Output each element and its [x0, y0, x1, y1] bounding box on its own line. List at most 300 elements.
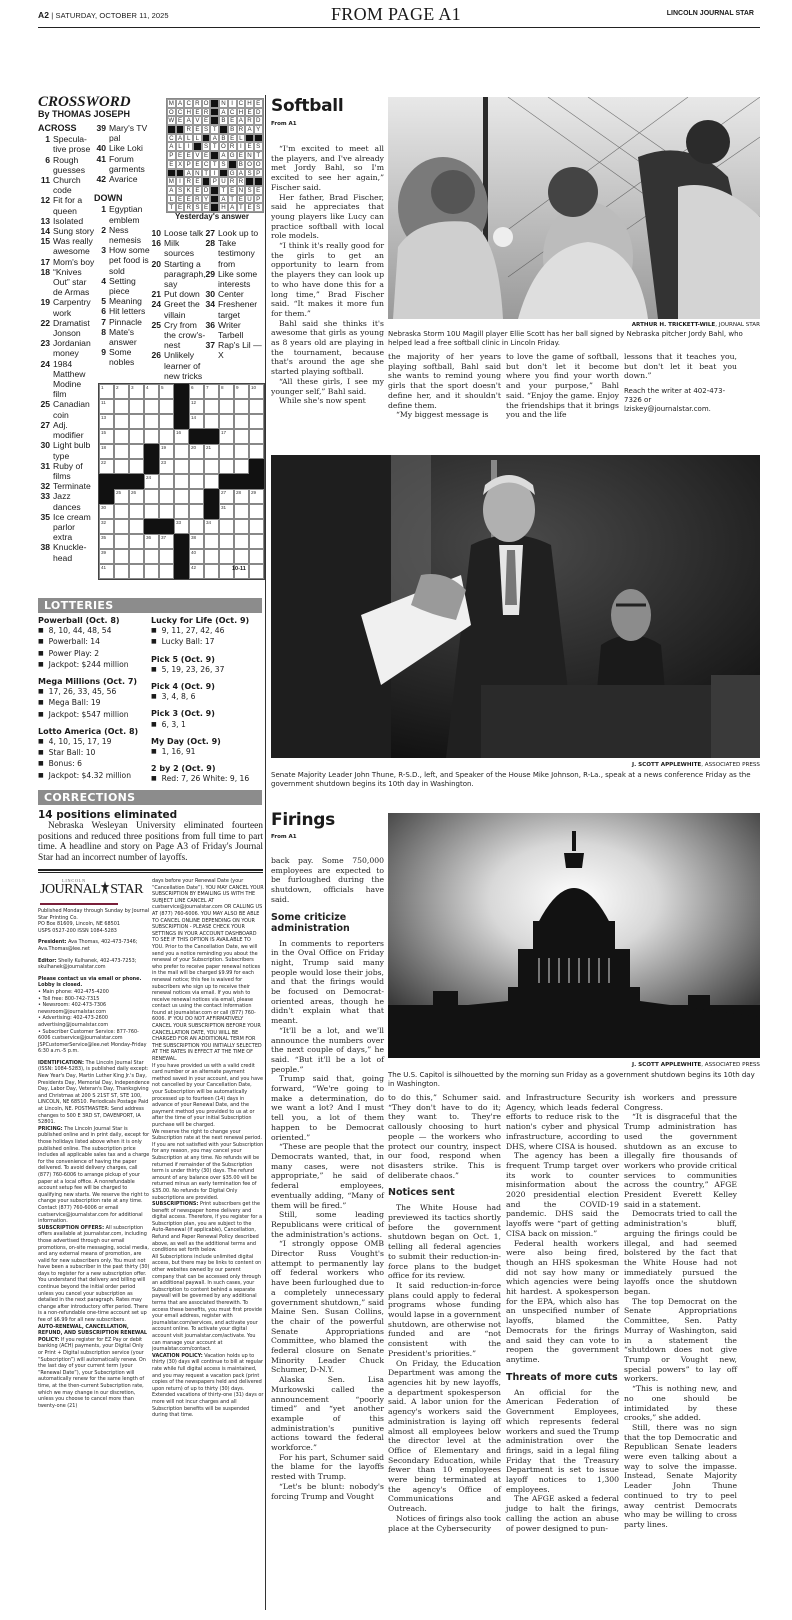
clue-number: 6 — [45, 154, 50, 165]
paragraph: Federal health workers were also being fired, though an HHS spokesman did not say how many or which agencies were being hit hardest. A spokesperson for the EPA, which also has an unspecified number of layoffs, blamed the Democrats for the firings and said they can vote to reopen the government anytime. — [506, 1238, 619, 1364]
grid-cell[interactable] — [144, 384, 159, 399]
grid-cell[interactable] — [204, 459, 219, 474]
paragraph: In comments to reporters in the Oval Office on Friday night, Trump said many people would lose their jobs, and that the firings would be focused on Democrat-oriented areas, though he didn't explain what that meant. — [271, 938, 384, 1026]
paragraph: “I'm excited to meet all the players, and I've already met Jordy Bahl, so I'm excited to see her again,” Fischer said. — [271, 144, 384, 192]
clue — [38, 359, 96, 400]
clue — [203, 320, 263, 340]
clue-number: 23 — [40, 338, 50, 349]
grid-cell[interactable] — [129, 429, 144, 444]
column-divider — [265, 95, 266, 1610]
clue-text: Canadian coin — [53, 399, 90, 420]
grid-cell[interactable] — [219, 489, 234, 504]
clue — [94, 306, 154, 316]
black-square — [204, 429, 219, 444]
grid-cell[interactable] — [144, 474, 159, 489]
clue-number: 29 — [205, 268, 215, 279]
clue-text: Mary's TV pal — [109, 123, 148, 144]
grid-cell[interactable] — [249, 564, 264, 579]
grid-cell[interactable] — [174, 429, 189, 444]
cell-number: 27 — [221, 490, 227, 495]
grid-cell[interactable] — [234, 414, 249, 429]
grid-cell[interactable] — [234, 549, 249, 564]
lottery-game-title: Mega Millions (Oct. 7) — [38, 677, 138, 687]
grid-cell[interactable] — [159, 429, 174, 444]
clue — [38, 542, 96, 562]
clue — [149, 320, 207, 351]
black-square — [210, 151, 219, 160]
clue-number: 22 — [40, 317, 50, 328]
grid-cell[interactable] — [159, 414, 174, 429]
grid-cell[interactable] — [114, 414, 129, 429]
grid-cell[interactable] — [219, 519, 234, 534]
clue-number: 37 — [205, 340, 215, 351]
grid-cell[interactable] — [129, 444, 144, 459]
grid-cell[interactable] — [204, 444, 219, 459]
clue-number: 19 — [40, 297, 50, 308]
cell-number: 23 — [161, 460, 167, 465]
clue-text: Fit for a queen — [53, 195, 83, 216]
grid-cell[interactable] — [189, 489, 204, 504]
grid-cell[interactable] — [144, 564, 159, 579]
clue — [38, 134, 96, 154]
grid-cell[interactable] — [159, 504, 174, 519]
clue-number: 11 — [40, 175, 50, 186]
grid-cell[interactable] — [234, 444, 249, 459]
cell-number: 28 — [236, 490, 242, 495]
cell-number: 11 — [101, 400, 106, 405]
grid-cell[interactable] — [234, 504, 249, 519]
paragraph: lessons that it teaches you, but don't let it beat you down.” — [624, 352, 737, 381]
cell-number: 3 — [131, 385, 134, 390]
contact-line: • Toll free: 800-742-7315 — [38, 995, 100, 1002]
paragraph: The top Democrat on the Senate Appropriations Committee, Sen. Patty Murray of Washington, said in a statement the “shutdown does not give Trump or Vought new, special powers” to lay off workers. — [624, 1296, 737, 1384]
grid-cell[interactable] — [219, 534, 234, 549]
cell-number: 41 — [101, 565, 107, 570]
clue-text: Forum garments — [109, 153, 145, 174]
grid-cell[interactable] — [129, 384, 144, 399]
grid-cell[interactable] — [99, 534, 114, 549]
grid-cell[interactable] — [129, 399, 144, 414]
grid-cell[interactable] — [189, 459, 204, 474]
clue-number: 32 — [40, 481, 50, 492]
grid-cell[interactable] — [234, 384, 249, 399]
clues-col2 — [94, 123, 154, 368]
cell-number: 40 — [191, 550, 197, 555]
grid-cell[interactable] — [99, 459, 114, 474]
grid-cell[interactable] — [189, 384, 204, 399]
grid-cell[interactable] — [114, 504, 129, 519]
black-square — [228, 160, 237, 169]
grid-cell[interactable] — [219, 504, 234, 519]
grid-cell[interactable] — [189, 444, 204, 459]
grid-cell[interactable] — [219, 414, 234, 429]
paragraph: For his part, Schumer said the blame for the layoffs rested with Trump. — [271, 1452, 384, 1482]
paragraph: “I think it's really good for the girls to get an opportunity to learn from the players they can look up to who have done this for a long time,” Brad Fischer said. “It makes it more fun for them.” — [271, 241, 384, 318]
clue — [94, 327, 154, 347]
grid-cell[interactable] — [144, 534, 159, 549]
answer-cell: C — [237, 99, 246, 108]
paragraph: back pay. Some 750,000 employees are expected to be furloughed during the shutdown, officials have said. — [271, 856, 384, 904]
grid-cell[interactable] — [234, 459, 249, 474]
answer-cell: I — [176, 177, 185, 186]
paragraph: Trump said that, going forward, “We're going to make a determination, do we want a lot? And I must tell you, a lot of them happen to be Democrat oriented.” — [271, 1074, 384, 1142]
black-square — [189, 429, 204, 444]
grid-cell[interactable] — [159, 444, 174, 459]
paragraph: Still, there was no sign that the top Democratic and Republican Senate leaders were even talking about a way to solve the impasse. Instead, Senate Majority Leader John Thune continued to try to peel away centrist Democrats who may be willing to cross party lines. — [624, 1422, 737, 1529]
clue-text: Starting a paragraph, say — [164, 258, 206, 290]
grid-cell[interactable] — [144, 414, 159, 429]
black-square — [202, 177, 211, 186]
cell-number: 2 — [116, 385, 119, 390]
clue-text: Milk sources — [164, 238, 195, 259]
answer-cell: T — [210, 125, 219, 134]
answer-cell: E — [176, 195, 185, 204]
black-square — [159, 519, 174, 534]
grid-cell[interactable] — [159, 564, 174, 579]
grid-cell[interactable] — [234, 534, 249, 549]
cell-number: 29 — [251, 490, 257, 495]
answer-cell: T — [219, 186, 228, 195]
grid-cell[interactable] — [249, 504, 264, 519]
grid-cell[interactable] — [99, 384, 114, 399]
grid-cell[interactable] — [204, 519, 219, 534]
grid-cell[interactable] — [174, 504, 189, 519]
contact-line: • Newsroom: 402-473-7306 newsroom@journalstar.com — [38, 1002, 107, 1015]
answer-cell: E — [184, 195, 193, 204]
lottery-result: ■ Power Play: 2 — [38, 649, 148, 660]
grid-cell[interactable] — [114, 429, 129, 444]
clue-text: Put down — [164, 289, 200, 300]
grid-cell[interactable] — [234, 429, 249, 444]
grid-cell[interactable] — [249, 399, 264, 414]
cell-number: 33 — [176, 520, 182, 525]
capitol-photo-credit — [388, 1062, 760, 1068]
grid-cell[interactable] — [129, 459, 144, 474]
grid-cell[interactable] — [189, 534, 204, 549]
grid-cell[interactable] — [129, 504, 144, 519]
clue-text: Avarice — [109, 174, 138, 185]
grid-cell[interactable] — [219, 549, 234, 564]
grid-cell[interactable] — [114, 384, 129, 399]
clue-number: 13 — [40, 215, 50, 226]
grid-cell[interactable] — [249, 414, 264, 429]
grid-cell[interactable] — [159, 489, 174, 504]
lottery-result: ■ Jackpot: $547 million — [38, 710, 148, 721]
answer-cell: I — [210, 169, 219, 178]
clue-number: 5 — [101, 296, 106, 307]
answer-cell: A — [219, 195, 228, 204]
clue-text: Rough guesses — [53, 154, 86, 175]
black-square — [245, 134, 254, 143]
clue-number: 9 — [101, 347, 106, 358]
grid-cell[interactable] — [249, 384, 264, 399]
clue — [38, 481, 96, 491]
answer-cell: E — [228, 116, 237, 125]
clue-number: 42 — [96, 174, 106, 185]
answer-cell: I — [237, 142, 246, 151]
answer-cell: E — [202, 151, 211, 160]
grid-cell[interactable] — [204, 549, 219, 564]
cell-number: 42 — [191, 565, 197, 570]
black-square — [245, 177, 254, 186]
grid-cell[interactable] — [204, 384, 219, 399]
grid-cell[interactable] — [144, 399, 159, 414]
black-square — [176, 125, 185, 134]
photographer-name: ARTHUR H. TRICKETT-WILE — [631, 322, 716, 328]
clue — [38, 155, 96, 175]
answer-cell: H — [219, 203, 228, 212]
grid-cell[interactable] — [114, 534, 129, 549]
grid-cell[interactable] — [159, 459, 174, 474]
grid-cell[interactable] — [204, 564, 219, 579]
grid-cell[interactable] — [159, 474, 174, 489]
clue-text: Mom's boy — [53, 256, 95, 267]
clue-number: 1 — [101, 204, 106, 215]
cell-number: 20 — [191, 445, 197, 450]
black-square — [219, 474, 234, 489]
grid-cell[interactable] — [219, 384, 234, 399]
grid-cell[interactable] — [114, 399, 129, 414]
lottery-game-title: 2 by 2 (Oct. 9) — [151, 764, 216, 774]
paragraph: and Infrastructure Security Agency, which leads federal efforts to reduce risk to the nation's cyber and physical infrastructure, according to DHS, where CISA is housed. — [506, 1093, 619, 1151]
grid-cell[interactable] — [99, 429, 114, 444]
grid-cell[interactable] — [189, 414, 204, 429]
answer-cell: S — [245, 186, 254, 195]
black-square — [114, 474, 129, 489]
grid-cell[interactable] — [249, 429, 264, 444]
grid-cell[interactable] — [219, 429, 234, 444]
clue — [38, 216, 96, 226]
grid-cell[interactable] — [249, 534, 264, 549]
answer-cell: W — [168, 117, 175, 125]
masthead-info-right — [152, 878, 264, 1419]
cell-number: 1 — [101, 385, 104, 390]
clue-number: 12 — [40, 195, 50, 206]
answer-cell: S — [254, 142, 263, 151]
grid-cell[interactable] — [99, 414, 114, 429]
grid-cell[interactable] — [114, 519, 129, 534]
grid-cell[interactable] — [204, 414, 219, 429]
paragraph: “I strongly oppose OMB Director Russ Vought's attempt to permanently lay off federal workers who have been furloughed due to a completely unnecessary government shutdown,” said Maine Sen. Susan Collins, the chair of the powerful Senate Appropriations Committee, who blamed the federal closure on Senate Minority Leader Chuck Schumer, D-N.Y. — [271, 1239, 384, 1375]
answer-cell: D — [254, 108, 263, 117]
clue-text: Mate's answer — [109, 326, 137, 348]
grid-cell[interactable] — [174, 459, 189, 474]
grid-cell[interactable] — [189, 399, 204, 414]
answer-cell: T — [210, 160, 219, 169]
grid-cell[interactable] — [174, 444, 189, 459]
clue — [94, 347, 154, 367]
crossword-title: CROSSWORD — [38, 94, 131, 110]
correction-headline: 14 positions eliminated — [38, 809, 178, 821]
softball-col4-body — [624, 352, 737, 381]
softball-col3 — [506, 352, 619, 420]
grid-cell[interactable] — [129, 414, 144, 429]
grid-cell[interactable] — [219, 399, 234, 414]
grid-cell[interactable] — [204, 474, 219, 489]
grid-cell[interactable] — [249, 549, 264, 564]
grid-cell[interactable] — [114, 489, 129, 504]
answer-cell: B — [219, 134, 228, 143]
grid-cell[interactable] — [159, 534, 174, 549]
clue — [149, 299, 207, 319]
vacation-text: Vacation holds up to thirty (30) days will continue to bill at regular rate while full digital access is maintained, and you may request a vacation pack (print copies of the newspapers held and delivered upon return) of up to thirty (30) days. Extended vacations of thirty-one (31) days or more will not incur charges and all Subscription benefits will be suspended during that time. — [152, 1352, 264, 1419]
grid-cell[interactable] — [174, 489, 189, 504]
grid-cell[interactable] — [99, 504, 114, 519]
answer-cell: E — [254, 186, 263, 195]
grid-cell[interactable] — [234, 399, 249, 414]
grid-cell[interactable] — [219, 459, 234, 474]
grid-cell[interactable] — [99, 564, 114, 579]
subscriptions-info — [152, 1201, 264, 1254]
grid-cell[interactable] — [99, 549, 114, 564]
black-square — [219, 169, 228, 178]
firings-col3 — [506, 1093, 619, 1533]
clue-text: Center — [218, 289, 244, 300]
answer-cell: N — [245, 151, 254, 160]
answer-cell: C — [176, 108, 185, 117]
grid-cell[interactable] — [234, 519, 249, 534]
identification-info — [38, 1060, 150, 1126]
grid-cell[interactable] — [114, 564, 129, 579]
answer-cell: X — [176, 160, 185, 169]
grid-cell[interactable] — [249, 519, 264, 534]
answer-cell: A — [219, 108, 228, 117]
lottery-result: ■ 17, 26, 33, 45, 56 — [38, 687, 148, 698]
clue-text: Some nobles — [109, 347, 135, 368]
answer-cell: E — [254, 99, 263, 108]
grid-cell[interactable] — [114, 459, 129, 474]
clue-number: 30 — [205, 289, 215, 300]
grid-cell[interactable] — [129, 534, 144, 549]
black-square — [176, 169, 185, 178]
cell-number: 13 — [101, 415, 107, 420]
star-figure-icon — [100, 881, 110, 895]
cell-number: 24 — [146, 475, 152, 480]
black-square — [174, 384, 189, 399]
clue-text: Egyptian emblem — [109, 204, 143, 225]
grid-cell[interactable] — [114, 444, 129, 459]
grid-cell[interactable] — [189, 564, 204, 579]
grid-cell[interactable] — [189, 549, 204, 564]
grid-cell[interactable] — [144, 429, 159, 444]
answer-cell: P — [167, 151, 176, 160]
black-square — [144, 444, 159, 459]
grid-cell[interactable] — [129, 519, 144, 534]
grid-cell[interactable] — [249, 444, 264, 459]
clue — [94, 245, 154, 276]
grid-cell[interactable] — [189, 474, 204, 489]
grid-cell[interactable] — [189, 504, 204, 519]
down-clues-col3 — [149, 228, 207, 381]
contact-heading: Please contact us via email or phone. Lobby is closed. — [38, 975, 142, 989]
grid-cell[interactable] — [249, 489, 264, 504]
usps-line: USPS 0527-200 ISSN 1084-5283 — [38, 927, 117, 934]
cell-number: 34 — [206, 520, 212, 525]
answer-cell: M — [168, 178, 174, 186]
grid-cell[interactable] — [234, 489, 249, 504]
grid-cell[interactable] — [144, 549, 159, 564]
clue-number: 36 — [205, 319, 215, 330]
answer-cell: R — [228, 177, 237, 186]
digital-access-policy: All Subscriptions include unlimited digital access, but there may be links to content on other websites owned by our parent company that can be accessed only through an additional paywall. In such cases, your Subscription to content behind a separate paywall will be governed by any additional terms that are associated therewith. To access these benefits, you must first provide your email address, register with journalstar.com/services, and activate your account online. To activate your digital account visit journalstar.com/activate. You can manage your account at journalstar.com/contact. — [152, 1253, 262, 1353]
answer-cell: E — [237, 151, 246, 160]
grid-cell[interactable] — [99, 444, 114, 459]
answer-cell: R — [193, 195, 202, 204]
clue-number: 20 — [151, 258, 161, 269]
lottery-result: ■ 6, 3, 1 — [151, 720, 261, 731]
grid-cell[interactable] — [99, 399, 114, 414]
grid-cell[interactable] — [159, 384, 174, 399]
grid-cell[interactable] — [174, 474, 189, 489]
lottery-game — [151, 682, 261, 703]
clue-number: 33 — [40, 491, 50, 502]
masthead-info-left — [38, 908, 150, 1409]
cell-number: 17 — [221, 430, 227, 435]
grid-cell[interactable] — [129, 489, 144, 504]
clue-text: Writer Tarbell — [218, 319, 244, 341]
clue — [38, 236, 96, 256]
pricing-info — [38, 1126, 150, 1225]
cell-number: 35 — [101, 535, 107, 540]
answer-cell: E — [202, 203, 211, 212]
grid-cell[interactable] — [159, 549, 174, 564]
clue-text: Sung story — [53, 226, 95, 237]
answer-cell: V — [193, 151, 202, 160]
black-square — [167, 125, 176, 134]
clue-text: Loose talk — [164, 228, 204, 238]
grid-cell[interactable] — [219, 444, 234, 459]
correction-body: Nebraska Wesleyan University eliminated fourteen positions and reduced three positions from full time to part time. A headline and story on Page A3 of Friday's Journal Star had an incorrect number of layoffs. — [38, 821, 263, 863]
softball-col4 — [624, 352, 737, 414]
lottery-game — [151, 737, 261, 758]
grid-cell[interactable] — [144, 489, 159, 504]
cell-number: 9 — [236, 385, 239, 390]
answer-cell: T — [228, 195, 237, 204]
paragraph: While she's now spent — [279, 396, 366, 406]
photographer-name: J. SCOTT APPLEWHITE — [631, 762, 702, 768]
answer-cell: C — [167, 134, 176, 143]
clue-text: Specula-tive prose — [53, 134, 91, 155]
paragraph: The White House had previewed its tactics shortly before the government shutdown began on Oct. 1, telling all federal agencies to submit their reduction-in-force plans to the budget office for its review. — [388, 1203, 501, 1281]
grid-cell[interactable] — [189, 519, 204, 534]
clue-number: 35 — [40, 511, 50, 522]
grid-cell[interactable] — [129, 564, 144, 579]
clue-number: 18 — [40, 266, 50, 277]
paragraph: Her father, Brad Fischer, said he appreciates that young players like Lucy can practice softball with local role models. — [271, 192, 384, 241]
answer-cell: E — [184, 151, 193, 160]
grid-cell[interactable] — [144, 504, 159, 519]
cell-number: 4 — [146, 385, 149, 390]
softball-headline: Softball — [271, 96, 344, 116]
yesterday-answer-caption: Yesterday's answer — [175, 212, 249, 221]
clue — [38, 195, 96, 215]
clue-number: 25 — [151, 319, 161, 330]
answer-cell: A — [237, 169, 246, 178]
grid-cell[interactable] — [159, 399, 174, 414]
grid-cell[interactable] — [114, 549, 129, 564]
grid-cell[interactable] — [129, 549, 144, 564]
lottery-result: ■ 1, 16, 91 — [151, 747, 261, 758]
page-date: SATURDAY, OCTOBER 11, 2025 — [55, 11, 169, 20]
clue — [38, 512, 96, 543]
lottery-game — [38, 727, 148, 782]
answer-cell: P — [184, 160, 193, 169]
grid-cell[interactable] — [204, 399, 219, 414]
grid-cell[interactable] — [174, 519, 189, 534]
grid-cell[interactable] — [204, 534, 219, 549]
logo-journal: JOURNAL — [40, 882, 101, 897]
grid-cell[interactable] — [99, 519, 114, 534]
